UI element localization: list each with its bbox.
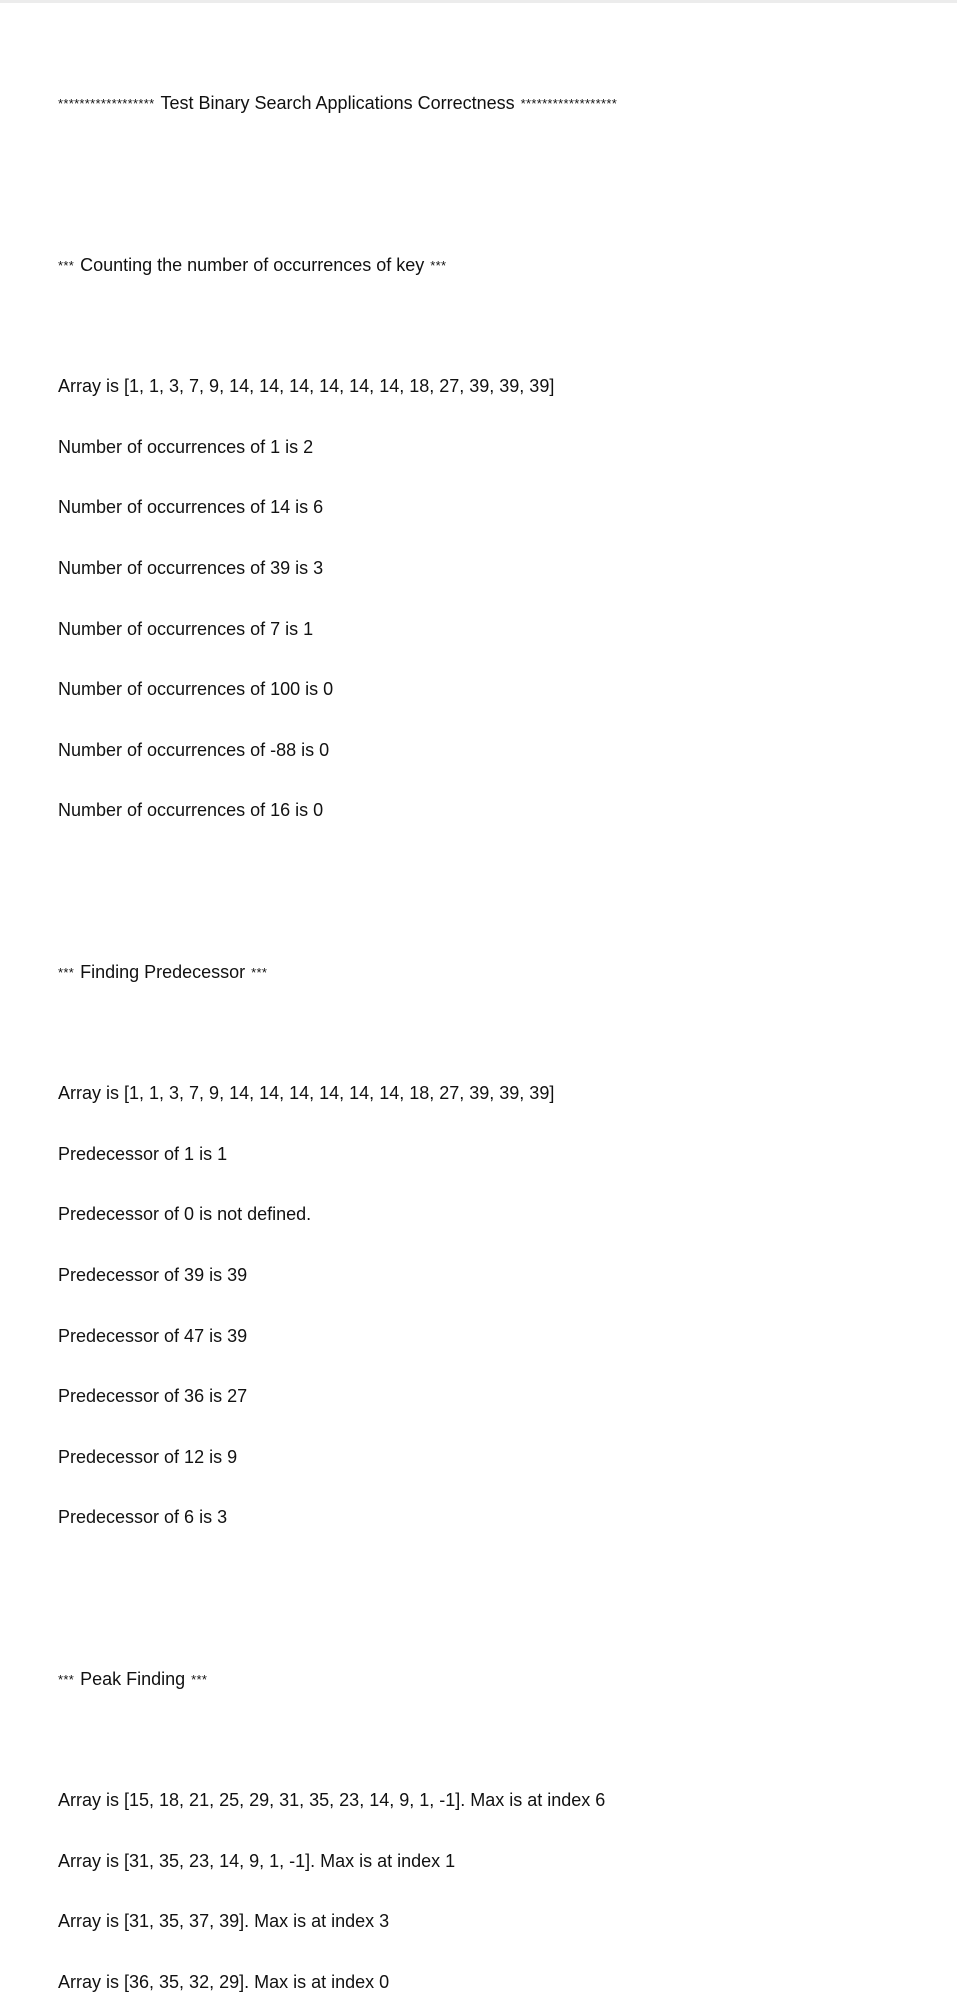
section-stars-left: *** bbox=[58, 258, 75, 273]
section-stars-left: *** bbox=[58, 1671, 75, 1687]
output-line: Array is [1, 1, 3, 7, 9, 14, 14, 14, 14, 14, 14, 18, 27, 39, 39, 39] bbox=[58, 1083, 555, 1104]
output-line: Number of occurrences of 39 is 3 bbox=[58, 557, 324, 578]
section-stars-left: *** bbox=[58, 964, 75, 980]
output-line: Number of occurrences of 16 is 0 bbox=[58, 800, 324, 821]
output-line: Predecessor of 39 is 39 bbox=[58, 1264, 248, 1285]
output-line: Predecessor of 6 is 3 bbox=[58, 1507, 228, 1528]
output-line: Predecessor of 0 is not defined. bbox=[58, 1204, 312, 1225]
output-line: Predecessor of 12 is 9 bbox=[58, 1446, 238, 1467]
output-line: Array is [15, 18, 21, 25, 29, 31, 35, 23, 14, 9, 1, -1]. Max is at index 6 bbox=[58, 1790, 606, 1811]
title-text: Test Binary Search Applications Correctness bbox=[160, 93, 515, 114]
output-line: Predecessor of 36 is 27 bbox=[58, 1386, 248, 1407]
title-stars-left: ****************** bbox=[58, 96, 155, 112]
output-line: Predecessor of 1 is 1 bbox=[58, 1143, 228, 1164]
section-title: Peak Finding bbox=[80, 1668, 186, 1689]
output-line: Array is [31, 35, 23, 14, 9, 1, -1]. Max is at index 1 bbox=[58, 1850, 456, 1871]
section-stars-right: *** bbox=[251, 964, 268, 980]
top-border bbox=[0, 0, 957, 3]
output-line: Predecessor of 47 is 39 bbox=[58, 1325, 248, 1346]
section-header-occurrences bbox=[58, 255, 617, 275]
section-stars-right: *** bbox=[430, 258, 447, 273]
output-line: Array is [31, 35, 37, 39]. Max is at index 3 bbox=[58, 1911, 390, 1932]
output-line: Number of occurrences of 1 is 2 bbox=[58, 436, 314, 457]
title-stars-right: ****************** bbox=[520, 96, 618, 112]
section-header-peak bbox=[58, 1669, 617, 1689]
section-header-predecessor bbox=[58, 962, 617, 982]
section-title: Counting the number of occurrences of key bbox=[80, 255, 425, 275]
output-line: Number of occurrences of -88 is 0 bbox=[58, 739, 330, 760]
page-title bbox=[58, 93, 617, 113]
section-title: Finding Predecessor bbox=[80, 961, 246, 982]
output-line: Number of occurrences of 14 is 6 bbox=[58, 497, 324, 518]
section-stars-right: *** bbox=[191, 1671, 208, 1687]
output-line: Array is [1, 1, 3, 7, 9, 14, 14, 14, 14, 14, 14, 18, 27, 39, 39, 39] bbox=[58, 376, 555, 397]
console-output bbox=[58, 53, 617, 2012]
output-line: Number of occurrences of 7 is 1 bbox=[58, 618, 314, 639]
output-line: Array is [36, 35, 32, 29]. Max is at index 0 bbox=[58, 1971, 390, 1992]
output-line: Number of occurrences of 100 is 0 bbox=[58, 679, 334, 700]
